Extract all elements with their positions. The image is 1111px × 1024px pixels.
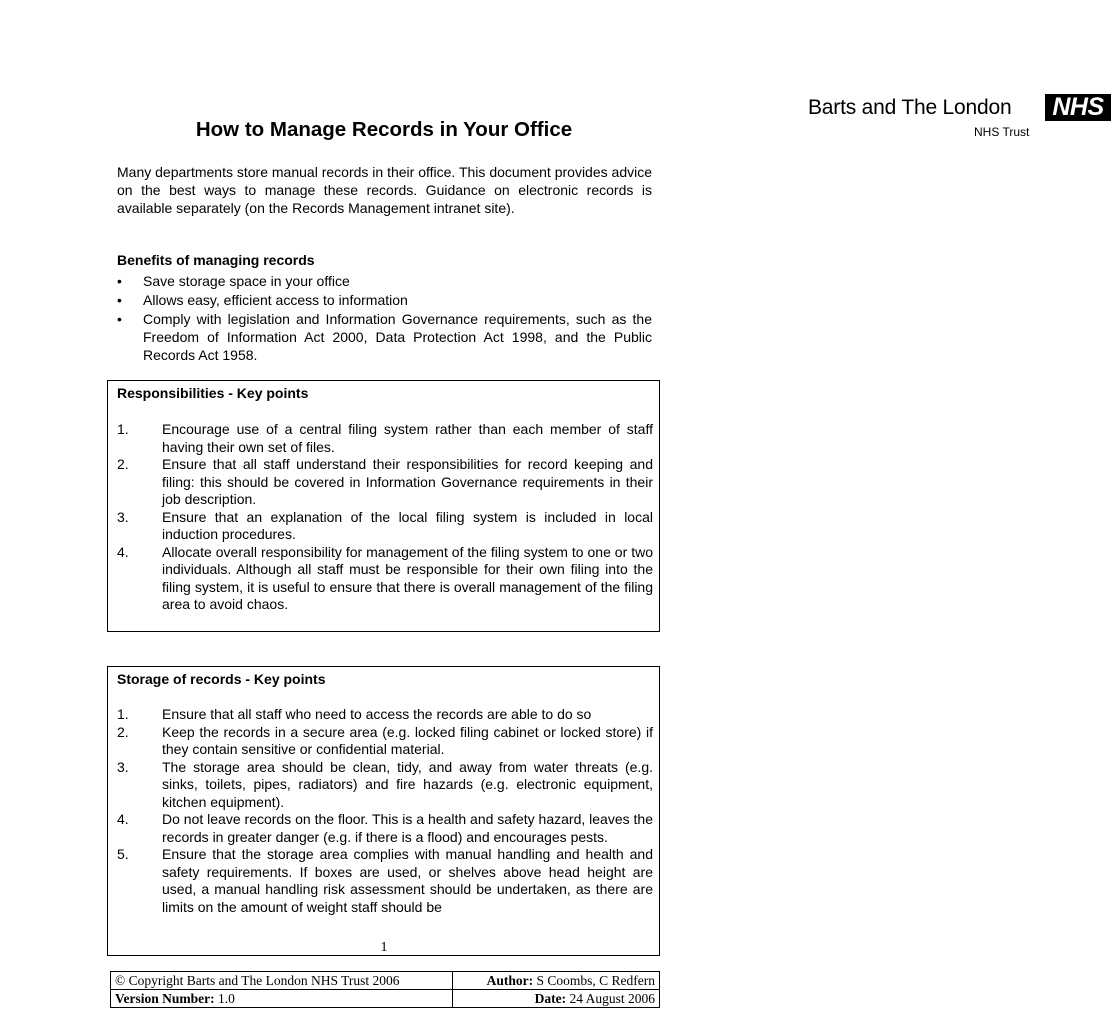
trust-logo: [404, 46, 1104, 139]
version-label: Version Number:: [115, 991, 215, 1006]
responsibilities-list: [117, 421, 653, 614]
item-text: Keep the records in a secure area (e.g. locked filing cabinet or locked store) if they contain sensitive or confidential material.: [162, 723, 653, 757]
benefits-item: • Allows easy, efficient access to information: [117, 291, 652, 309]
item-text: The storage area should be clean, tidy, and away from water threats (e.g. sinks, toilets, pipes, radiators) and fire hazards (e.g. electronic equipment, kitchen equipment).: [162, 758, 653, 810]
benefits-heading: Benefits of managing records: [117, 252, 315, 268]
version-value: 1.0: [214, 991, 235, 1006]
item-text: Ensure that the storage area complies with manual handling and health and safety requirements. If boxes are used, or shelves above head height are used, a manual handling risk assessment should be undertaken, as there are limits on the amount of weight staff should be: [162, 846, 653, 915]
item-text: Ensure that an explanation of the local filing system is included in local induction procedures.: [162, 508, 653, 542]
author-cell: [453, 972, 660, 990]
storage-item: [117, 724, 653, 759]
storage-item: [117, 811, 653, 846]
item-number: 3.: [117, 758, 129, 775]
date-label: Date:: [534, 991, 567, 1006]
benefits-list: [117, 272, 652, 365]
responsibility-item: [117, 456, 653, 509]
nhs-badge: NHS: [1045, 94, 1111, 121]
item-number: 1.: [117, 421, 129, 437]
item-text: Allocate overall responsibility for management of the filing system to one or two individuals. Although all staff must be responsible for their own filing into the filing system, it is useful to ensure that there is overall management of the filing area to avoid chaos.: [162, 543, 653, 612]
item-text: Do not leave records on the floor. This is a health and safety hazard, leaves the records in greater danger (e.g. if there is a flood) and encourages pests.: [162, 811, 653, 845]
benefits-item: • Save storage space in your office: [117, 272, 652, 290]
date-cell: [453, 990, 660, 1008]
item-number: 5.: [117, 846, 129, 862]
item-number: 2.: [117, 723, 129, 740]
storage-heading: Storage of records - Key points: [117, 671, 326, 687]
responsibility-item: [117, 421, 653, 456]
date-value: 24 August 2006: [566, 991, 655, 1006]
benefits-item: • Comply with legislation and Information Governance requirements, such as the Freedom of Information Act 2000, Data Protection Act 1998, and the Public Records Act 1958.: [117, 310, 652, 364]
storage-item: [117, 706, 653, 724]
responsibility-item: [117, 509, 653, 544]
responsibilities-box: [107, 380, 660, 632]
item-number: 3.: [117, 508, 129, 525]
storage-list: [117, 706, 653, 916]
trust-name: Barts and The London: [808, 96, 1012, 119]
item-text: Ensure that all staff understand their responsibilities for record keeping and filing: this should be covered in Information Governance requirements in their job description.: [162, 456, 653, 507]
author-value: S Coombs, C Redfern: [533, 973, 655, 988]
trust-subtitle: NHS Trust: [974, 125, 1030, 139]
responsibility-item: [117, 544, 653, 614]
page-number: 1: [380, 940, 388, 955]
item-number: 1.: [117, 706, 129, 722]
document-footer: [110, 971, 660, 1008]
copyright-text: © Copyright Barts and The London NHS Trust 2006: [115, 973, 400, 988]
item-number: 2.: [117, 456, 129, 472]
storage-box: [107, 666, 660, 956]
copyright-cell: [111, 972, 453, 990]
intro-paragraph: Many departments store manual records in their office. This document provides advice on the best ways to manage these records. Guidance on electronic records is available separately (on the Records Management intranet site).: [117, 164, 652, 216]
author-label: Author:: [486, 973, 534, 988]
item-number: 4.: [117, 811, 129, 827]
storage-item: [117, 846, 653, 916]
version-cell: [111, 990, 453, 1008]
document-title: How to Manage Records in Your Office: [195, 118, 573, 141]
item-text: Ensure that all staff who need to access the records are able to do so: [162, 706, 592, 722]
storage-item: [117, 759, 653, 812]
item-text: Encourage use of a central filing system rather than each member of staff having their own set of files.: [162, 421, 653, 455]
responsibilities-heading: Responsibilities - Key points: [117, 385, 309, 401]
item-number: 4.: [117, 543, 129, 560]
